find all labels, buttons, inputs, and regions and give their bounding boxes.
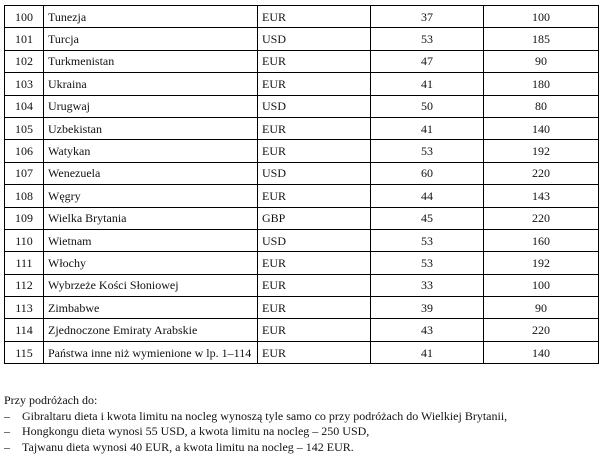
diet-amount-cell: 33 xyxy=(371,274,484,296)
country-name-cell: Włochy xyxy=(44,252,258,274)
row-number-cell: 108 xyxy=(5,185,44,207)
country-name-cell: Wenezuela xyxy=(44,162,258,184)
country-name-cell: Państwa inne niż wymienione w lp. 1–114 xyxy=(44,341,258,363)
row-number-cell: 112 xyxy=(5,274,44,296)
row-number-cell: 104 xyxy=(5,95,44,117)
accommodation-limit-cell: 100 xyxy=(484,274,599,296)
table-row xyxy=(5,28,599,50)
table-row xyxy=(5,50,599,72)
row-number-cell: 101 xyxy=(5,28,44,50)
country-name-cell: Uzbekistan xyxy=(44,117,258,139)
country-name-cell: Watykan xyxy=(44,140,258,162)
table-row xyxy=(5,95,599,117)
accommodation-limit-cell: 90 xyxy=(484,50,599,72)
accommodation-limit-cell: 160 xyxy=(484,229,599,251)
currency-cell: GBP xyxy=(258,207,371,229)
currency-cell: EUR xyxy=(258,6,371,28)
row-number-cell: 105 xyxy=(5,117,44,139)
table-row xyxy=(5,341,599,363)
currency-cell: EUR xyxy=(258,73,371,95)
diet-amount-cell: 41 xyxy=(371,341,484,363)
diet-amount-cell: 53 xyxy=(371,229,484,251)
table-row xyxy=(5,297,599,319)
accommodation-limit-cell: 192 xyxy=(484,140,599,162)
country-name-cell: Zjednoczone Emiraty Arabskie xyxy=(44,319,258,341)
currency-cell: USD xyxy=(258,162,371,184)
diet-amount-cell: 41 xyxy=(371,117,484,139)
accommodation-limit-cell: 140 xyxy=(484,117,599,139)
note-item xyxy=(4,440,507,456)
diet-amount-cell: 43 xyxy=(371,319,484,341)
accommodation-limit-cell: 185 xyxy=(484,28,599,50)
currency-cell: EUR xyxy=(258,252,371,274)
note-item xyxy=(4,424,507,440)
dash-bullet: – xyxy=(4,408,10,423)
diet-amount-cell: 53 xyxy=(371,140,484,162)
note-item xyxy=(4,409,507,425)
accommodation-limit-cell: 220 xyxy=(484,162,599,184)
diet-amount-cell: 39 xyxy=(371,297,484,319)
table-row xyxy=(5,207,599,229)
accommodation-limit-cell: 100 xyxy=(484,6,599,28)
country-name-cell: Ukraina xyxy=(44,73,258,95)
country-name-cell: Tunezja xyxy=(44,6,258,28)
notes xyxy=(4,393,507,455)
country-name-cell: Turcja xyxy=(44,28,258,50)
diet-amount-cell: 53 xyxy=(371,28,484,50)
diet-amount-cell: 37 xyxy=(371,6,484,28)
diet-amount-cell: 47 xyxy=(371,50,484,72)
currency-cell: EUR xyxy=(258,297,371,319)
row-number-cell: 100 xyxy=(5,6,44,28)
table-row xyxy=(5,140,599,162)
table-row xyxy=(5,73,599,95)
accommodation-limit-cell: 192 xyxy=(484,252,599,274)
rates-table xyxy=(4,5,599,364)
diet-amount-cell: 50 xyxy=(371,95,484,117)
diet-amount-cell: 45 xyxy=(371,207,484,229)
table-row xyxy=(5,319,599,341)
accommodation-limit-cell: 143 xyxy=(484,185,599,207)
diet-amount-cell: 41 xyxy=(371,73,484,95)
table-row xyxy=(5,185,599,207)
row-number-cell: 110 xyxy=(5,229,44,251)
currency-cell: USD xyxy=(258,95,371,117)
row-number-cell: 109 xyxy=(5,207,44,229)
note-text: Tajwanu dieta wynosi 40 EUR, a kwota limitu na nocleg – 142 EUR. xyxy=(22,439,354,454)
row-number-cell: 111 xyxy=(5,252,44,274)
table-row xyxy=(5,6,599,28)
country-name-cell: Turkmenistan xyxy=(44,50,258,72)
currency-cell: USD xyxy=(258,28,371,50)
dash-bullet: – xyxy=(4,439,10,454)
country-name-cell: Wietnam xyxy=(44,229,258,251)
currency-cell: EUR xyxy=(258,50,371,72)
currency-cell: EUR xyxy=(258,319,371,341)
diet-amount-cell: 53 xyxy=(371,252,484,274)
country-name-cell: Wielka Brytania xyxy=(44,207,258,229)
currency-cell: EUR xyxy=(258,341,371,363)
table-row xyxy=(5,274,599,296)
row-number-cell: 114 xyxy=(5,319,44,341)
currency-cell: EUR xyxy=(258,274,371,296)
table-row xyxy=(5,252,599,274)
accommodation-limit-cell: 90 xyxy=(484,297,599,319)
notes-intro: Przy podróżach do: xyxy=(4,393,98,407)
row-number-cell: 103 xyxy=(5,73,44,95)
currency-cell: USD xyxy=(258,229,371,251)
note-text: Gibraltaru dieta i kwota limitu na nocleg wynoszą tyle samo co przy podróżach do Wielkiej Brytanii, xyxy=(22,408,508,423)
row-number-cell: 106 xyxy=(5,140,44,162)
country-name-cell: Urugwaj xyxy=(44,95,258,117)
row-number-cell: 102 xyxy=(5,50,44,72)
row-number-cell: 115 xyxy=(5,341,44,363)
currency-cell: EUR xyxy=(258,140,371,162)
accommodation-limit-cell: 140 xyxy=(484,341,599,363)
country-name-cell: Węgry xyxy=(44,185,258,207)
accommodation-limit-cell: 220 xyxy=(484,207,599,229)
diet-amount-cell: 44 xyxy=(371,185,484,207)
currency-cell: EUR xyxy=(258,117,371,139)
row-number-cell: 113 xyxy=(5,297,44,319)
dash-bullet: – xyxy=(4,424,10,438)
currency-cell: EUR xyxy=(258,185,371,207)
table-row xyxy=(5,229,599,251)
table-row xyxy=(5,162,599,184)
accommodation-limit-cell: 180 xyxy=(484,73,599,95)
table-row xyxy=(5,117,599,139)
accommodation-limit-cell: 220 xyxy=(484,319,599,341)
country-name-cell: Zimbabwe xyxy=(44,297,258,319)
diet-amount-cell: 60 xyxy=(371,162,484,184)
country-name-cell: Wybrzeże Kości Słoniowej xyxy=(44,274,258,296)
accommodation-limit-cell: 80 xyxy=(484,95,599,117)
row-number-cell: 107 xyxy=(5,162,44,184)
note-text: Hongkongu dieta wynosi 55 USD, a kwota limitu na nocleg – 250 USD, xyxy=(22,424,370,438)
